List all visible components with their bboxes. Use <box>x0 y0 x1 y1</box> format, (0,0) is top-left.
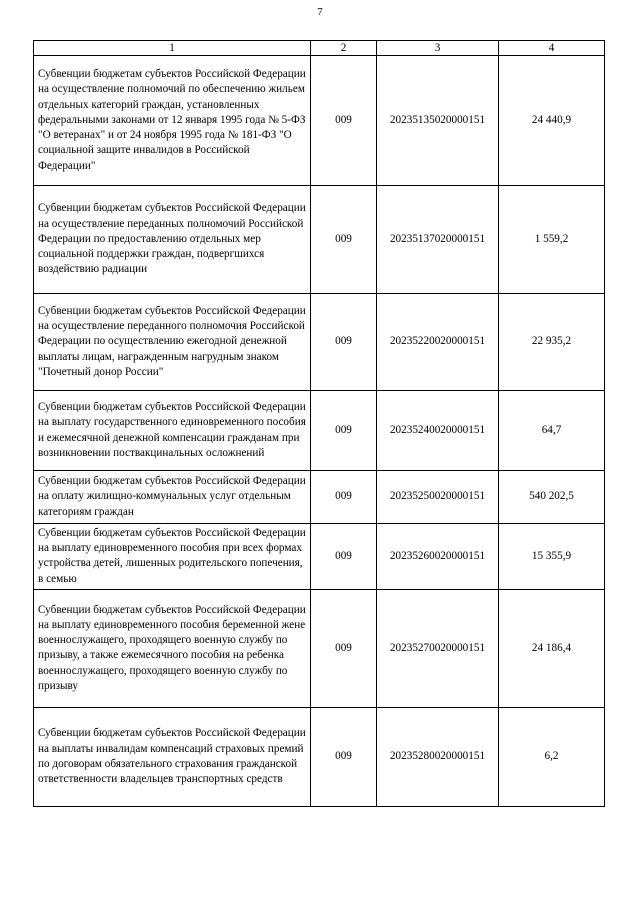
row-description: Субвенции бюджетам субъектов Российской Федерации на осуществление переданного полномочия Российской Федерации по осуществлению ежегодной денежной выплаты лицам, награжденным нагрудным знаком "Почетный донор России" <box>34 294 311 391</box>
row-admin-code: 009 <box>311 589 377 707</box>
row-amount: 24 186,4 <box>499 589 605 707</box>
table-row <box>34 56 605 186</box>
row-admin-code: 009 <box>311 391 377 471</box>
table-row <box>34 707 605 806</box>
row-admin-code: 009 <box>311 524 377 590</box>
table-row <box>34 294 605 391</box>
row-admin-code: 009 <box>311 471 377 524</box>
column-header-1: 1 <box>34 41 311 56</box>
row-budget-code: 20235260020000151 <box>377 524 499 590</box>
table-header-row <box>34 41 605 56</box>
column-header-3: 3 <box>377 41 499 56</box>
row-admin-code: 009 <box>311 186 377 294</box>
table-row <box>34 589 605 707</box>
row-amount: 1 559,2 <box>499 186 605 294</box>
column-header-4: 4 <box>499 41 605 56</box>
row-budget-code: 20235250020000151 <box>377 471 499 524</box>
row-description: Субвенции бюджетам субъектов Российской Федерации на выплату единовременного пособия при всех формах устройства детей, лишенных родительского попечения, в семью <box>34 524 311 590</box>
row-description: Субвенции бюджетам субъектов Российской Федерации на выплату государственного единовременного пособия и ежемесячной денежной компенсации гражданам при возникновении поствакцинальных осложнений <box>34 391 311 471</box>
row-budget-code: 20235240020000151 <box>377 391 499 471</box>
row-amount: 6,2 <box>499 707 605 806</box>
column-header-2: 2 <box>311 41 377 56</box>
row-admin-code: 009 <box>311 56 377 186</box>
page-number: 7 <box>317 6 323 18</box>
row-description: Субвенции бюджетам субъектов Российской Федерации на выплату единовременного пособия беременной жене военнослужащего, проходящего военную службу по призыву, а также ежемесячного пособия на ребенка военнослужащего, проходящего военную службу по призыву <box>34 589 311 707</box>
row-budget-code: 20235270020000151 <box>377 589 499 707</box>
row-description: Субвенции бюджетам субъектов Российской Федерации на осуществление полномочий по обеспечению жильем отдельных категорий граждан, установленных федеральными законами от 12 января 1995 года № 5-ФЗ "О ветеранах" и от 24 ноября 1995 года № 181-ФЗ "О социальной защите инвалидов в Российской Федерации" <box>34 56 311 186</box>
row-budget-code: 20235220020000151 <box>377 294 499 391</box>
row-budget-code: 20235135020000151 <box>377 56 499 186</box>
row-amount: 22 935,2 <box>499 294 605 391</box>
row-description: Субвенции бюджетам субъектов Российской Федерации на выплаты инвалидам компенсаций страховых премий по договорам обязательного страхования гражданской ответственности владельцев транспортных средств <box>34 707 311 806</box>
row-description: Субвенции бюджетам субъектов Российской Федерации на осуществление переданных полномочий Российской Федерации по предоставлению отдельных мер социальной поддержки граждан, подвергшихся воздействию радиации <box>34 186 311 294</box>
table-row <box>34 391 605 471</box>
row-description: Субвенции бюджетам субъектов Российской Федерации на оплату жилищно-коммунальных услуг отдельным категориям граждан <box>34 471 311 524</box>
table-row <box>34 186 605 294</box>
budget-table <box>33 40 605 807</box>
row-admin-code: 009 <box>311 294 377 391</box>
row-admin-code: 009 <box>311 707 377 806</box>
row-amount: 64,7 <box>499 391 605 471</box>
row-budget-code: 20235137020000151 <box>377 186 499 294</box>
row-amount: 540 202,5 <box>499 471 605 524</box>
row-amount: 24 440,9 <box>499 56 605 186</box>
table-row <box>34 524 605 590</box>
row-amount: 15 355,9 <box>499 524 605 590</box>
table-row <box>34 471 605 524</box>
row-budget-code: 20235280020000151 <box>377 707 499 806</box>
